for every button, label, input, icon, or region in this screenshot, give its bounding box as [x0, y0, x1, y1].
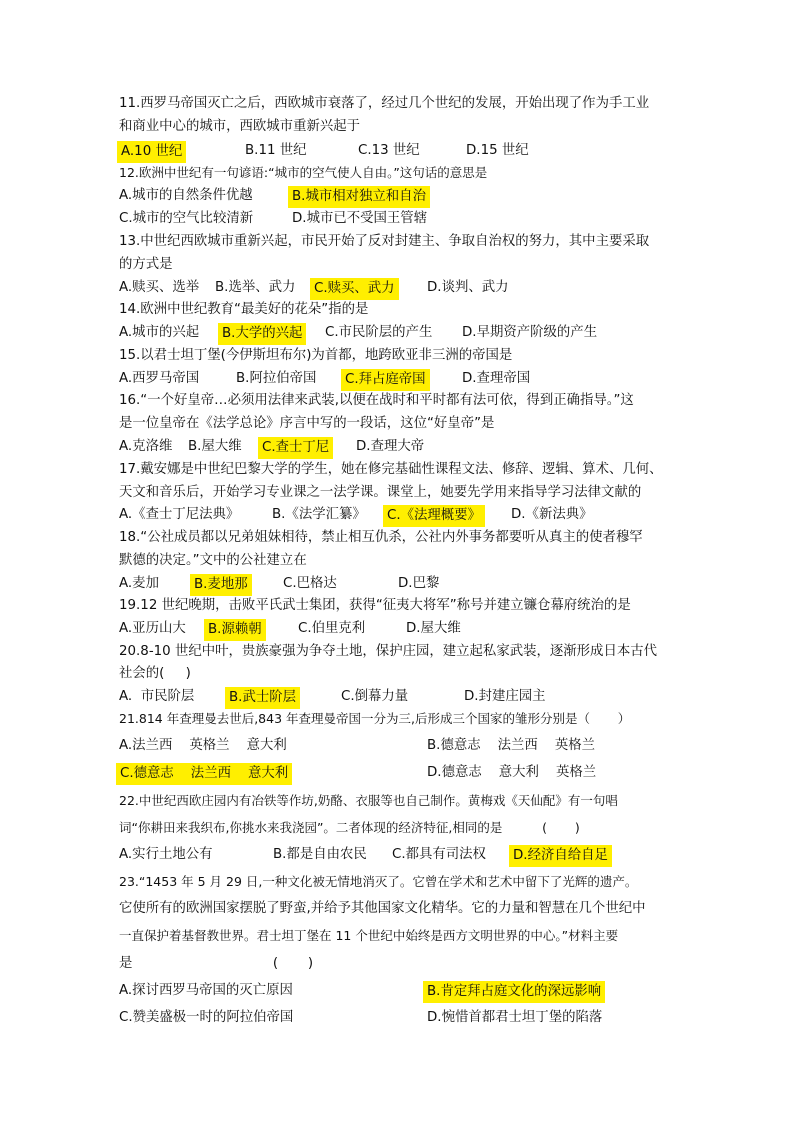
q22-option-c: C.都具有司法权	[392, 847, 486, 862]
q23-option-a: A.探讨西罗马帝国的灭亡原因	[119, 983, 293, 998]
question-22-stem: 22.中世纪西欧庄园内有冶铁等作坊,奶酪、衣服等也自己制作。黄梅戏《天仙配》有一句唱	[119, 793, 618, 808]
q23-option-c: C.赞美盛极一时的阿拉伯帝国	[119, 1010, 294, 1025]
q21-option-d: D.德意志 意大利 英格兰	[427, 765, 597, 780]
q17-option-a: A.《查士丁尼法典》	[119, 507, 240, 522]
q15-option-a: A.西罗马帝国	[119, 371, 200, 386]
q19-option-a: A.亚历山大	[119, 621, 186, 636]
question-13-stem: 13.中世纪西欧城市重新兴起，市民开始了反对封建主、争取自治权的努力，其中主要采取	[119, 234, 650, 249]
q15-option-d: D.查理帝国	[462, 371, 531, 386]
q16-option-d: D.查理大帝	[356, 439, 425, 454]
q17-option-b: B.《法学汇纂》	[272, 507, 366, 522]
question-20-stem-cont: 社会的( )	[119, 666, 191, 681]
question-17-stem-cont: 天文和音乐后，开始学习专业课之一法学课。课堂上，她要先学用来指导学习法律文献的	[119, 485, 642, 500]
question-13-stem-cont: 的方式是	[119, 257, 173, 272]
q13-option-d: D.谈判、武力	[427, 280, 509, 295]
q12-option-d: D.城市已不受国王管辖	[292, 211, 428, 226]
q11-option-b: B.11 世纪	[245, 143, 307, 158]
q14-option-a: A.城市的兴起	[119, 325, 200, 340]
question-15-stem: 15.以君士坦丁堡(今伊斯坦布尔)为首都，地跨欧亚非三洲的帝国是	[119, 348, 513, 363]
q21-option-c: C.德意志 法兰西 意大利	[116, 763, 292, 785]
q18-option-b: B.麦地那	[190, 574, 252, 596]
q21-option-b: B.德意志 法兰西 英格兰	[427, 738, 596, 753]
q15-option-c: C.拜占庭帝国	[341, 369, 430, 391]
question-12-stem: 12.欧洲中世纪有一句谚语:“城市的空气使人自由。”这句话的意思是	[119, 165, 488, 180]
q23-option-d: D.惋惜首都君士坦丁堡的陷落	[427, 1010, 603, 1025]
question-11-stem-cont: 和商业中心的城市，西欧城市重新兴起于	[119, 119, 361, 134]
q12-option-a: A.城市的自然条件优越	[119, 188, 253, 203]
q19-option-d: D.屋大维	[406, 621, 461, 636]
q12-option-c: C.城市的空气比较清新	[119, 211, 254, 226]
question-23-stem-cont-2: 一直保护着基督教世界。君士坦丁堡在 11 个世纪中始终是西方文明世界的中心。”材料主要	[119, 928, 619, 943]
q13-option-c: C.赎买、武力	[310, 278, 399, 300]
q17-option-d: D.《新法典》	[511, 507, 593, 522]
q20-option-a: A. 市民阶层	[119, 689, 195, 704]
question-20-stem: 20.8-10 世纪中叶，贵族豪强为争夺土地，保护庄园，建立起私家武装，逐渐形成日本古代	[119, 644, 658, 659]
question-14-stem: 14.欧洲中世纪教育“最美好的花朵”指的是	[119, 302, 369, 317]
q14-option-b: B.大学的兴起	[218, 323, 306, 345]
question-16-stem-cont: 是一位皇帝在《法学总论》序言中写的一段话，这位“好皇帝”是	[119, 416, 495, 431]
q16-option-b: B.屋大维	[188, 439, 242, 454]
q15-option-b: B.阿拉伯帝国	[236, 371, 317, 386]
question-18-stem-cont: 默德的决定。”文中的公社建立在	[119, 553, 307, 568]
q18-option-c: C.巴格达	[283, 576, 337, 591]
q16-option-a: A.克洛维	[119, 439, 173, 454]
q11-option-c: C.13 世纪	[358, 143, 420, 158]
q11-option-d: D.15 世纪	[466, 143, 529, 158]
q14-option-c: C.市民阶层的产生	[325, 325, 433, 340]
question-11-stem: 11.西罗马帝国灭亡之后，西欧城市衰落了，经过几个世纪的发展，开始出现了作为手工业	[119, 96, 650, 111]
q17-option-c: C.《法理概要》	[383, 505, 485, 527]
q11-option-a: A.10 世纪	[117, 141, 186, 163]
question-23-stem-cont-1: 它使所有的欧洲国家摆脱了野蛮,并给予其他国家文化精华。它的力量和智慧在几个世纪中	[119, 901, 646, 916]
q19-option-c: C.伯里克利	[298, 621, 366, 636]
q13-option-a: A.赎买、选举	[119, 280, 200, 295]
q22-option-b: B.都是自由农民	[273, 847, 367, 862]
question-17-stem: 17.戴安娜是中世纪巴黎大学的学生，她在修完基础性课程文法、修辞、逻辑、算术、几何、	[119, 462, 663, 477]
q16-option-c: C.查士丁尼	[258, 437, 333, 459]
q12-option-b: B.城市相对独立和自治	[288, 186, 430, 208]
q14-option-d: D.早期资产阶级的产生	[462, 325, 598, 340]
q23-option-b: B.肯定拜占庭文化的深远影响	[423, 981, 605, 1003]
q18-option-d: D.巴黎	[398, 576, 440, 591]
question-23-stem: 23.“1453 年 5 月 29 日,一种文化被无情地消灭了。它曾在学术和艺术中留下了光辉的遗产。	[119, 874, 638, 889]
question-21-stem: 21.814 年查理曼去世后,843 年查理曼帝国一分为三,后形成三个国家的雏形分别是（ ）	[119, 711, 631, 726]
q21-option-a: A.法兰西 英格兰 意大利	[119, 738, 287, 753]
q22-option-a: A.实行土地公有	[119, 847, 213, 862]
q13-option-b: B.选举、武力	[215, 280, 296, 295]
q19-option-b: B.源赖朝	[204, 619, 266, 641]
q20-option-c: C.倒幕力量	[341, 689, 409, 704]
question-16-stem: 16.“一个好皇帝…必须用法律来武装,以便在战时和平时都有法可依，得到正确指导。”这	[119, 393, 634, 408]
q18-option-a: A.麦加	[119, 576, 159, 591]
question-18-stem: 18.“公社成员都以兄弟姐妹相待，禁止相互仇杀，公社内外事务都要听从真主的使者穆罕	[119, 530, 643, 545]
q20-option-d: D.封建庄园主	[464, 689, 546, 704]
q22-option-d: D.经济自给自足	[509, 845, 612, 867]
question-23-stem-cont-3: 是 ( )	[119, 956, 314, 971]
question-22-stem-cont: 词“你耕田来我织布,你挑水来我浇园”。二者体现的经济特征,相同的是 ( )	[119, 820, 580, 835]
q20-option-b: B.武士阶层	[225, 687, 300, 709]
question-19-stem: 19.12 世纪晚期，击败平氏武士集团，获得“征夷大将军”称号并建立镰仓幕府统治的是	[119, 598, 631, 613]
